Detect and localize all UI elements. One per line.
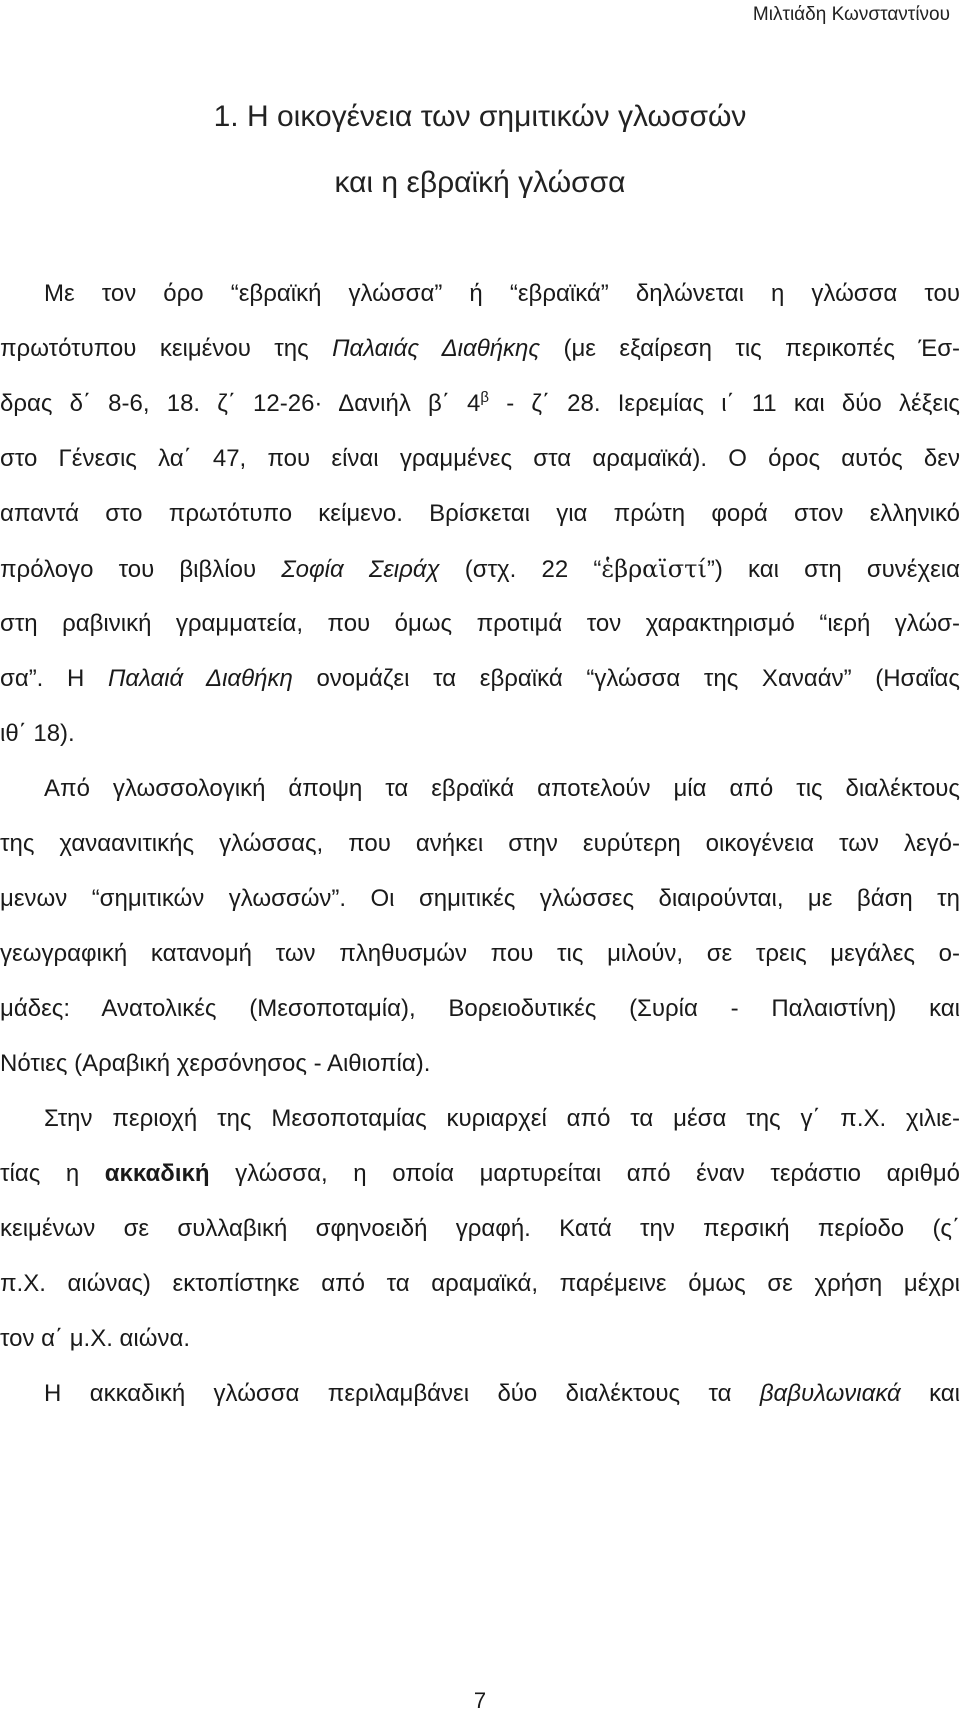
p1-line-4: στο Γένεσις λα΄ 47, που είναι γραμμένες στα αραμαϊκά). Ο όρος αυτός δεν — [0, 445, 960, 472]
bold-term: ακκαδική — [104, 1160, 210, 1187]
greek-polytonic-word: ἑβραϊστί — [601, 555, 707, 583]
p1-line-3: δρας δ΄ 8-6, 18. ζ΄ 12-26· Δανιήλ β΄ $4^\beta - \zeta΄$ 28. Ιερεμίας ι΄ 11 και δύο λέξεις — [0, 389, 960, 417]
p1-line-6: πρόλογο του βιβλίου Σοφία Σειράχ (στχ. 22 “ἑβραϊστί”) και στη συνέχεια — [0, 555, 960, 583]
p1-line-5: απαντά στο πρωτότυπο κείμενο. Βρίσκεται για πρώτη φορά στον ελληνικό — [0, 500, 960, 527]
italic-title: Παλαιάς Διαθήκης — [332, 335, 541, 362]
running-header-author: Μιλτιάδη Κωνσταντίνου — [752, 4, 950, 25]
p2-line-3: μενων “σημιτικών γλωσσών”. Οι σημιτικές γλώσσες διαιρούνται, με βάση τη — [0, 885, 960, 912]
p3-line-1: Στην περιοχή της Μεσοποταμίας κυριαρχεί από τα μέσα της γ΄ π.Χ. χιλιε- — [44, 1105, 960, 1132]
p2-line-2: της χαναανιτικής γλώσσας, που ανήκει στην ευρύτερη οικογένεια των λεγό- — [0, 830, 960, 857]
p2-line-1: Από γλωσσολογική άποψη τα εβραϊκά αποτελούν μία από τις διαλέκτους — [44, 775, 960, 802]
italic-title: Παλαιά Διαθήκη — [107, 665, 293, 692]
p4-line-1: Η ακκαδική γλώσσα περιλαμβάνει δύο διαλέκτους τα βαβυλωνιακά και — [44, 1380, 960, 1407]
p1-line-7: στη ραβινική γραμματεία, που όμως προτιμά τον χαρακτηρισμό “ιερή γλώσ- — [0, 610, 960, 637]
p3-line-2: τίας η ακκαδική γλώσσα, η οποία μαρτυρείται από έναν τεράστιο αριθμό — [0, 1160, 960, 1187]
p1-line-9: ιθ΄ 18). — [0, 720, 75, 747]
p2-line-4: γεωγραφική κατανομή των πληθυσμών που τις μιλούν, σε τρεις μεγάλες ο- — [0, 940, 960, 967]
chapter-title-line-2: και η εβραϊκή γλώσσα — [334, 166, 626, 199]
chapter-title-line-1: 1. Η οικογένεια των σημιτικών γλωσσών — [213, 100, 747, 133]
p3-line-4: π.Χ. αιώνας) εκτοπίστηκε από τα αραμαϊκά, παρέμεινε όμως σε χρήση μέχρι — [0, 1270, 960, 1297]
page-number: 7 — [473, 1688, 487, 1713]
italic-term: βαβυλωνιακά — [759, 1380, 901, 1407]
p2-line-6: Νότιες (Αραβική χερσόνησος - Αιθιοπία). — [0, 1050, 431, 1077]
p3-line-5: τον α΄ μ.Χ. αιώνα. — [0, 1325, 191, 1352]
p1-line-8: σα”. Η Παλαιά Διαθήκη ονομάζει τα εβραϊκά “γλώσσα της Χαναάν” (Ησαΐας — [0, 665, 960, 692]
superscript: β — [480, 389, 490, 406]
p3-line-3: κειμένων σε συλλαβική σφηνοειδή γραφή. Κατά την περσική περίοδο (ς΄ — [0, 1215, 960, 1242]
italic-title: Σοφία Σειράχ — [281, 556, 440, 583]
p1-line-1: Με τον όρο “εβραϊκή γλώσσα” ή “εβραϊκά” δηλώνεται η γλώσσα του — [44, 280, 960, 307]
p1-line-2: πρωτότυπου κειμένου της Παλαιάς Διαθήκης (με εξαίρεση τις περικοπές Έσ- — [0, 335, 960, 362]
p2-line-5: μάδες: Ανατολικές (Μεσοποταμία), Βορειοδυτικές (Συρία - Παλαιστίνη) και — [0, 995, 960, 1022]
